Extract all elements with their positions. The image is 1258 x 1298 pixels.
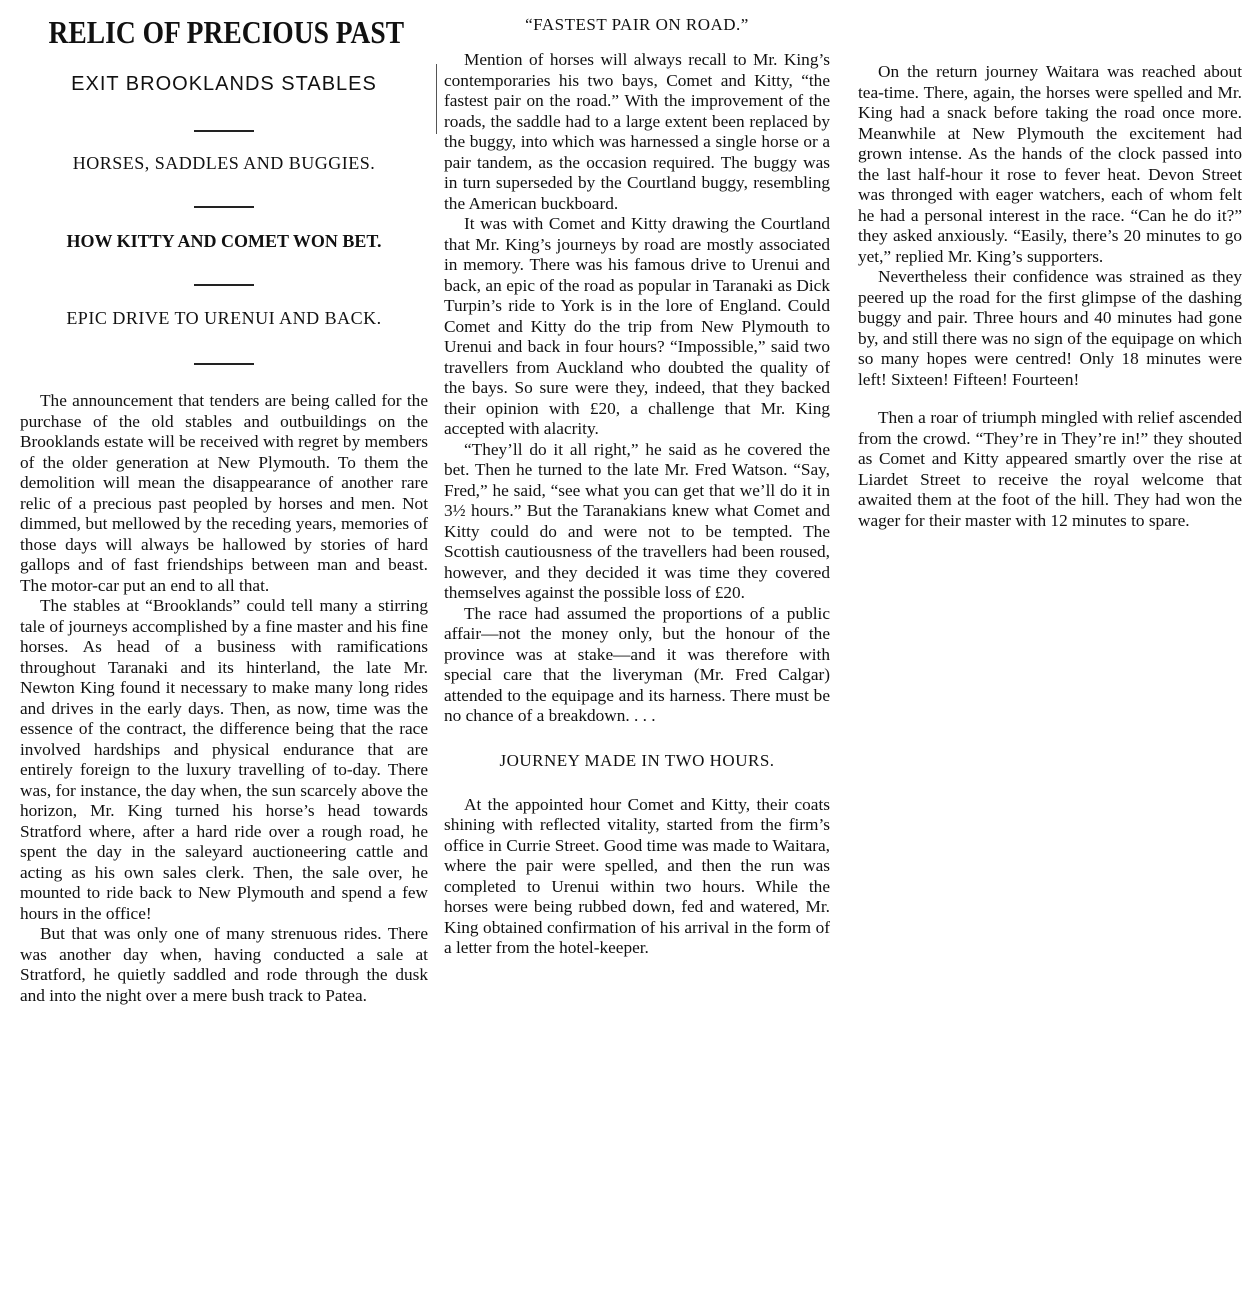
- paragraph: Nevertheless their confidence was strained as they peered up the road for the first glimpse of the dashing buggy and pair. Three hours and 40 minutes had gone by, and still there was no sign of the equipage on which so many hopes were centred! Only 18 minutes were left! Sixteen! Fifteen! Fourteen!: [858, 267, 1242, 389]
- paragraph: On the return journey Waitara was reached about tea-time. There, again, the horses were spelled and Mr. King had a snack before taking the road once more. Meanwhile at New Plymouth the excitement had grown intense. As the hands of the clock passed into the last half-hour it rose to fever heat. Devon Street was thronged with eager watchers, each of whom felt he had a personal interest in the race. “Can he do it?” they asked anxiously. “Easily, there’s 20 minutes to go yet,” replied Mr. King’s supporters.: [858, 62, 1242, 266]
- paragraph: The stables at “Brooklands” could tell many a stirring tale of journeys accomplished by a fine master and his fine horses. As head of a business with ramifications throughout Taranaki and its hinterland, the late Mr. Newton King found it necessary to make many long rides and drives in the early days. Then, as now, time was the essence of the contract, the difference being that the race involved hardships and physical endurance that are entirely foreign to the luxury travelling of to-day. There was, for instance, the day when, the sun scarcely above the horizon, Mr. King turned his horse’s head towards Stratford where, after a hard ride over a rough road, he spent the day in the saleyard auctioneering cattle and acting as his own sales clerk. Then, the sale over, he mounted to ride back to New Plymouth and spend a few hours in the office!: [20, 596, 428, 923]
- paragraph: It was with Comet and Kitty drawing the Courtland that Mr. King’s journeys by road are mostly associated in memory. There was his famous drive to Urenui and back, an epic of the road as popular in Taranaki as Dick Turpin’s ride to York is in the lore of England. Could Comet and Kitty do the trip from New Plymouth to Urenui and back in four hours? “Impossible,” said two travellers from Auckland who doubted the quality of the bays. So sure were they, indeed, that they backed their opinion with £20, a challenge that Mr. King accepted with alacrity.: [444, 214, 830, 438]
- subhead-kitty-comet: HOW KITTY AND COMET WON BET.: [66, 231, 382, 251]
- column-2: [444, 0, 830, 959]
- column-rule: [436, 64, 437, 134]
- column-3: [858, 0, 1242, 531]
- article-body-col1: [20, 391, 428, 1006]
- divider-dash: [194, 363, 254, 365]
- headline-title: RELIC OF PRECIOUS PAST: [48, 14, 405, 50]
- paragraph: The announcement that tenders are being called for the purchase of the old stables and outbuildings on the Brooklands estate will be received with regret by members of the older generation at New Plymouth. To them the demolition will mean the disappearance of another rare relic of a precious past peopled by horses and men. Not dimmed, but mellowed by the receding years, memories of those days will always be hallowed by stories of hard gallops and of fast friendships between man and beast. The motor-car put an end to all that.: [20, 391, 428, 595]
- divider-dash: [194, 284, 254, 286]
- article-body-col2-b: [444, 795, 830, 959]
- paragraph: Mention of horses will always recall to Mr. King’s contemporaries his two bays, Comet and Kitty, “the fastest pair on the road.” With the improvement of the roads, the saddle had to a large extent been replaced by the buggy, into which was harnessed a single horse or a pair tandem, as the occasion required. The buggy was in turn superseded by the Courtland buggy, resembling the American buckboard.: [444, 50, 830, 213]
- paragraph: But that was only one of many strenuous rides. There was another day when, having conducted a sale at Stratford, he quietly saddled and rode through the dusk and into the night over a mere bush track to Patea.: [20, 924, 428, 1005]
- article-body-col2: [444, 50, 830, 727]
- paragraph: At the appointed hour Comet and Kitty, their coats shining with reflected vitality, started from the firm’s office in Currie Street. Good time was made to Waitara, where the pair were spelled, and then the run was completed to Urenui within two hours. While the horses were being rubbed down, fed and watered, Mr. King obtained confirmation of his arrival in the form of a letter from the hotel-keeper.: [444, 794, 830, 957]
- article-body-col3: [858, 62, 1242, 390]
- section-heading-fastest-pair: “FASTEST PAIR ON ROAD.”: [525, 15, 749, 34]
- divider-dash: [194, 130, 254, 132]
- article-body-col3-b: [858, 408, 1242, 531]
- paragraph: Then a roar of triumph mingled with relief ascended from the crowd. “They’re in They’re in!” they shouted as Comet and Kitty appeared smartly over the rise at Liardet Street to receive the royal welcome that awaited them at the foot of the hill. They had won the wager for their master with 12 minutes to spare.: [858, 408, 1242, 530]
- section-heading-journey: JOURNEY MADE IN TWO HOURS.: [499, 750, 775, 770]
- subhead-exit-brooklands: EXIT BROOKLANDS STABLES: [71, 73, 377, 95]
- paragraph: The race had assumed the proportions of a public affair—not the money only, but the honour of the province was at stake—and it was therefore with special care that the liveryman (Mr. Fred Calgar) attended to the equipage and its harness. There must be no chance of a breakdown. . . .: [444, 603, 830, 725]
- divider-dash: [194, 206, 254, 208]
- column-1: [20, 0, 428, 1006]
- paragraph: “They’ll do it all right,” he said as he covered the bet. Then he turned to the late Mr. Fred Watson. “Say, Fred,” he said, “see what you can get that we’ll do it in 3½ hours.” But the Taranakians knew what Comet and Kitty could do and were not to be tempted. The Scottish cautiousness of the travellers had been roused, however, and they decided it was time they covered themselves against the possible loss of £20.: [444, 439, 830, 602]
- subhead-epic-drive: EPIC DRIVE TO URENUI AND BACK.: [66, 308, 382, 328]
- subhead-horses-saddles: HORSES, SADDLES AND BUGGIES.: [72, 153, 376, 173]
